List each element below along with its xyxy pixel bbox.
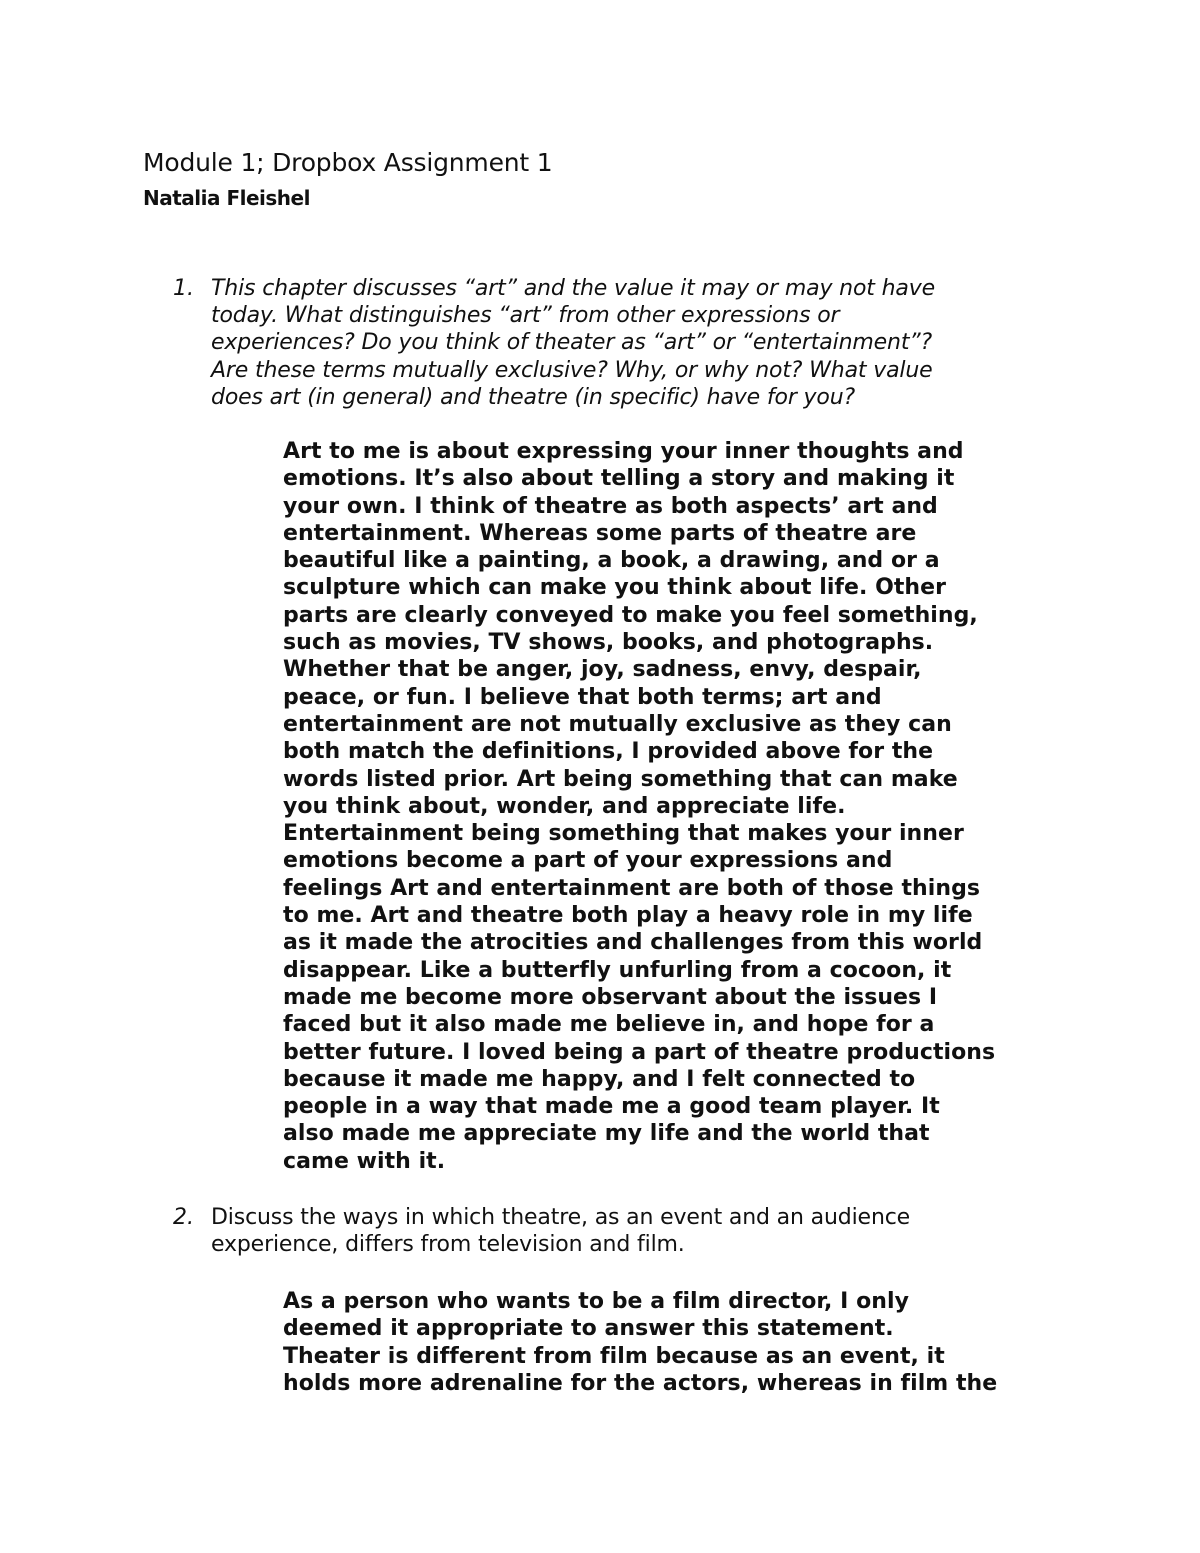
answer-1-line: better future. I loved being a part of theatre productions	[283, 1039, 996, 1065]
answer-1-line: words listed prior. Art being something that can make	[283, 766, 958, 792]
answer-1-line: came with it.	[283, 1148, 446, 1174]
answer-1-line: entertainment are not mutually exclusive as they can	[283, 711, 952, 737]
answer-1-line: entertainment. Whereas some parts of theatre are	[283, 520, 917, 546]
question-2-number: 2.	[173, 1205, 194, 1230]
question-1-number: 1.	[173, 276, 194, 301]
answer-1-line: people in a way that made me a good team player. It	[283, 1094, 940, 1120]
answer-1-line: beautiful like a painting, a book, a drawing, and or a	[283, 548, 940, 574]
answer-1-text	[283, 438, 1083, 1175]
answer-2-line: Theater is different from film because as an event, it	[283, 1343, 945, 1369]
answer-1-line: such as movies, TV shows, books, and photographs.	[283, 630, 934, 656]
answer-1-line: because it made me happy, and I felt connected to	[283, 1066, 916, 1092]
question-2-text	[211, 1204, 1081, 1258]
question-2-line: experience, differs from television and film.	[211, 1232, 685, 1258]
question-1-line: does art (in general) and theatre (in specific) have for you?	[211, 384, 856, 410]
answer-1-line: you think about, wonder, and appreciate life.	[283, 793, 846, 819]
answer-1-line: Whether that be anger, joy, sadness, envy, despair,	[283, 657, 922, 683]
question-2-line: Discuss the ways in which theatre, as an event and an audience	[211, 1205, 911, 1230]
answer-1-line: both match the definitions, I provided above for the	[283, 739, 934, 765]
answer-1-line: to me. Art and theatre both play a heavy role in my life	[283, 903, 973, 929]
answer-1-line: your own. I think of theatre as both aspects’ art and	[283, 493, 938, 519]
answer-2-line: deemed it appropriate to answer this statement.	[283, 1316, 894, 1342]
question-1-line: This chapter discusses “art” and the value it may or may not have	[211, 276, 935, 301]
question-1-line: experiences? Do you think of theater as “art” or “entertainment”?	[211, 330, 933, 356]
answer-1-line: Art to me is about expressing your inner thoughts and	[283, 439, 964, 464]
answer-1-line: Entertainment being something that makes your inner	[283, 821, 964, 847]
answer-1-line: also made me appreciate my life and the world that	[283, 1121, 930, 1147]
question-1-line: Are these terms mutually exclusive? Why, or why not? What value	[211, 357, 933, 383]
question-1-line: today. What distinguishes “art” from other expressions or	[211, 303, 840, 329]
answer-2-line: As a person who wants to be a film director, I only	[283, 1289, 909, 1314]
answer-1-line: disappear. Like a butterfly unfurling from a cocoon, it	[283, 957, 952, 983]
answer-1-line: faced but it also made me believe in, and hope for a	[283, 1012, 935, 1038]
answer-2-line: holds more adrenaline for the actors, whereas in film the	[283, 1370, 998, 1396]
answer-1-line: emotions. It’s also about telling a story and making it	[283, 466, 955, 492]
answer-1-line: sculpture which can make you think about life. Other	[283, 575, 947, 601]
answer-1-line: emotions become a part of your expressions and	[283, 848, 893, 874]
answer-1-line: as it made the atrocities and challenges from this world	[283, 930, 983, 956]
answer-1-line: feelings Art and entertainment are both of those things	[283, 875, 981, 901]
answer-2-text	[283, 1288, 1083, 1397]
answer-1-line: made me become more observant about the issues I	[283, 984, 938, 1010]
answer-1-line: parts are clearly conveyed to make you feel something,	[283, 602, 978, 628]
question-1-text	[211, 275, 1081, 411]
document-title: Module 1; Dropbox Assignment 1	[143, 148, 553, 177]
answer-1-line: peace, or fun. I believe that both terms; art and	[283, 684, 882, 710]
author-name: Natalia Fleishel	[143, 186, 310, 210]
